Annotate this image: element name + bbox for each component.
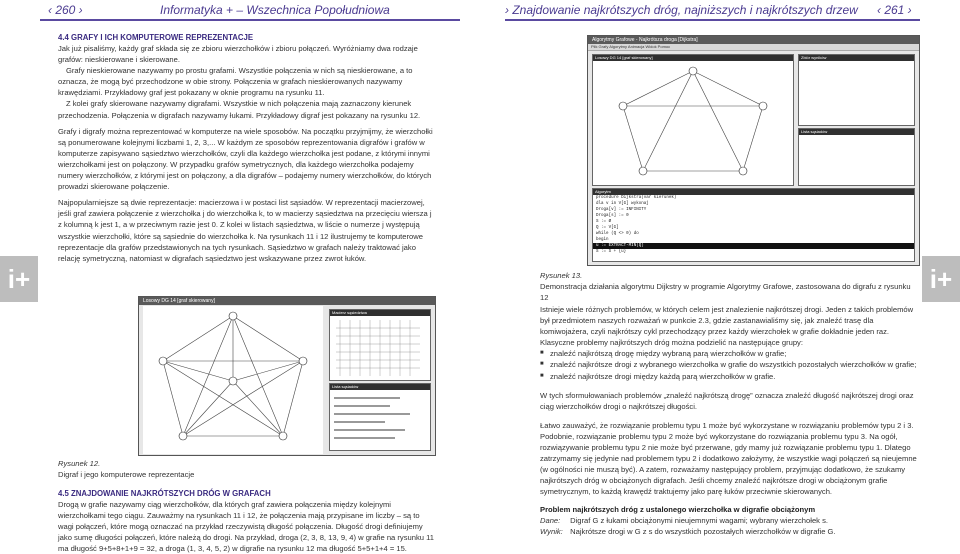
left-text-block	[58, 43, 434, 264]
algorithm-panel-title: Algorytm	[593, 189, 914, 195]
problem-list	[540, 348, 920, 381]
code-line: S := Ø	[596, 220, 612, 224]
code-line: Droga[v] := INFINITY	[596, 208, 647, 212]
header-rule-right	[505, 19, 920, 21]
paragraph: Grafy nieskierowane nazywamy po prostu grafami. Wszystkie połączenia w nich są nieskierowane, a to oznacza, że mogą być przechodzone w obie strony. Połączenia w grafach nieskierowanych nazywamy krawędziami. Przykładowy graf jest pokazany w oknie programu na rysunku 11.	[58, 66, 413, 98]
dijkstra-list-panel	[798, 128, 915, 186]
figure-12-label: Rysunek 12.	[58, 459, 101, 468]
matrix-grid	[330, 316, 428, 378]
figure-13-caption	[540, 270, 920, 303]
right-text-block	[540, 304, 920, 537]
dane-text: Digraf G z łukami obciążonymi nieujemnymi wagami; wybrany wierzchołek s.	[570, 515, 828, 525]
wynik-label: Wynik:	[540, 526, 563, 536]
code-line: begin	[596, 238, 609, 242]
section-heading-4-4: 4.4 GRAFY I ICH KOMPUTEROWE REPREZENTACJE	[58, 33, 254, 42]
figure-13-caption-text: Demonstracja działania algorytmu Dijkstry w programie Algorytmy Grafowe, zastosowana do digrafu z rysunku 12	[540, 282, 911, 302]
paragraph: Jak już pisaliśmy, każdy graf składa się ze zbioru wierzchołków i zbioru połączeń. Wyróżniamy dwa rodzaje grafów: nieskierowane i skierowane.	[58, 44, 418, 65]
code-line: Q := V[G]	[596, 226, 619, 230]
paragraph: W tych sformułowaniach problemów „znaleźć najkrótszą drogę” oznacza znaleźć długość najkrótszej drogi oraz ciąg wierzchołków drogi o najkrótszej długości.	[540, 390, 914, 411]
code-line-highlighted: u := EXTRACT-MIN(Q)	[593, 243, 914, 249]
adjacency-matrix-panel	[329, 309, 431, 381]
running-title-left: Informatyka + – Wszechnica Popołudniowa	[160, 3, 390, 17]
code-line: procedure Dijkstra(var kierunek)	[596, 196, 677, 200]
matrix-panel-title: Macierz sąsiedztwa	[330, 310, 430, 316]
graph-panel	[592, 54, 794, 186]
problem-result-row	[540, 526, 920, 537]
paragraph: Łatwo zauważyć, że rozwiązanie problemu typu 1 może być wykorzystane w rozwiązaniu problemów typu 2 i 3. Podobnie, rozwiązanie problemu typu 2 może być wykorzystane do rozwiązania problemu typu 3. Na ogół, rozwiązywanie problemu typu 2 nie może być przerwane, gdy mamy już rozwiązanie problemu typu 1. Dlatego zatrzymamy się jedynie nad problemem typu 2 i dodatkowo założymy, że wszystkie wagi połączeń są nieujemne (w ogólności nie muszą być). A zatem, rozważamy następujący problem, przyjmując dodatkowo, że szukamy najkrótszych dróg w obciążonych digrafach. Jeśli chcemy znaleźć najkrótsze drogi w obciążonym grafie symetrycznym, to każdą krawędź traktujemy jako parę łuków przeciwnie skierowanych.	[540, 420, 917, 497]
code-line: S := S + {u}	[596, 250, 627, 254]
header-rule-left	[40, 19, 460, 21]
list-item: ■ znaleźć najkrótsze drogi między każdą parą wierzchołków w grafie.	[540, 371, 920, 382]
dijkstra-graph-drawing	[593, 61, 791, 183]
list-item: ■ znaleźć najkrótszą drogę między wybraną parą wierzchołków w grafie;	[540, 348, 920, 359]
figure-12-caption-text: Digraf i jego komputerowe reprezentacje	[58, 470, 195, 479]
app-window-title: Algorytmy Grafowe - Najkrótsza droga [Dijkstra]	[588, 36, 919, 44]
code-line: while (Q <> 0) do	[596, 232, 639, 236]
wynik-text: Najkrótsze drogi w G z s do wszystkich pozostałych wierzchołków w digrafie G.	[570, 526, 836, 536]
figure-12-screenshot	[138, 296, 436, 456]
paragraph: Grafy i digrafy można reprezentować w komputerze na wiele sposobów. Na początku przyjmijmy, że wierzchołki są ponumerowane kolejnymi liczbami 1, 2, 3,... W każdym ze sposobów reprezentowania digrafów i grafów w komputerze zapisywano sąsiedztwo wierzchołków, czyli dla każdego wierzchołka jest podane, z którymi innymi wierzchołkami jest on połączony. W przypadku grafów symetrycznych, dla każdego wierzchołka podajemy numery wierzchołków, z którymi jest on połączony, a dla digrafów – podajemy numery wierzchołków, do których prowadzi skierowane połączenie.	[58, 126, 433, 192]
list-item: ■ znaleźć najkrótsze drogi z wybranego wierzchołka w grafie do wszystkich pozostałych wierzchołków w grafie;	[540, 359, 920, 370]
page-number-right: ‹ 261 ›	[877, 3, 912, 17]
paragraph: Najpopularniejsze są dwie reprezentacje: macierzowa i w postaci list sąsiadów. W reprezentacji macierzowej, jeśli graf zawiera połączenie z wierzchołka j do wierzchołka k, to w macierzy sąsiedztwa na przecięciu wiersza j z kolumną k jest 1, a w przeciwnym razie jest 0. Z kolei w listach sąsiedztwa, w liście o numerze j występują wszystkie wierzchołki, które są sąsiednie do wierzchołka k. Na rysunkach 11 i 12 ilustrujemy te komputerowe reprezentacje dla grafów przedstawionych na tych rysunkach. Sąsiedztwo w grafach należy traktować jako relację symetryczną, natomiast w digrafach sąsiedztwo jest wskazywane przez zwrot łuków.	[58, 198, 432, 263]
distance-panel-title: Zbiór wyników	[799, 55, 914, 61]
logo-tab-right: i+	[922, 256, 960, 302]
paragraph: Istnieje wiele różnych problemów, w których celem jest znalezienie najkrótszej drogi. Jeden z takich problemów był przedmiotem naszych rozważań w punkcie 2.3, gdzie zastanawialiśmy się, jak znaleźć trasę dla komiwojażera, czyli najkrótszy cykl przechodzący przez każdy wierzchołek w grafie dokładnie jeden raz. Klasyczne problemy najkrótszych dróg można podzielić na następujące grupy:	[540, 305, 914, 348]
code-line: Droga[s] := 0	[596, 214, 629, 218]
paragraph: Z kolei grafy skierowane nazywamy digrafami. Wszystkie w nich połączenia mają zaznaczony kierunek przechodzenia. Połączenia w digrafach nazywamy łukami. Przykładowy digraf jest pokazany na rysunku 12.	[58, 99, 421, 120]
algorithm-code-panel	[592, 188, 915, 262]
graph-panel-title: Losowy DG 14 [graf skierowany]	[593, 55, 793, 61]
neighbor-list-lines	[330, 390, 428, 448]
page-number-left: ‹ 260 ›	[48, 3, 83, 17]
app-menu-bar: Plik Grafy Algorytmy Animacja Widok Pomoc	[588, 44, 919, 51]
code-line: dla v in V[G] wykonaj	[596, 202, 649, 206]
figure-12-window-title: Losowy DG 14 [graf skierowany]	[139, 297, 435, 305]
figure-13-screenshot	[587, 35, 920, 266]
logo-tab-left: i+	[0, 256, 38, 302]
section-4-5-text: Drogą w grafie nazywamy ciąg wierzchołków, dla których graf zawiera połączenia między kolejnymi wierzchołkami tego ciągu. Zauważmy na rysunkach 11 i 12, że połączenia mają przypisane im liczby – są to wagi połączeń, które mogą oznaczać na przykład rzeczywistą długość połączenia. Długość drogi definiujemy jako sumę długości połączeń, które należą do drogi. Na przykład, droga (2, 3, 8, 13, 9, 4) w grafie na rysunku 11 ma długość 9+5+8+1+9 = 32, a droga (1, 3, 4, 5, 2) w digrafie na rysunku 12 ma długość 5+5+1+4 = 15.	[58, 500, 434, 554]
figure-12-caption	[58, 458, 218, 480]
running-title-right: › Znajdowanie najkrótszych dróg, najniższych i najkrótszych drzew	[505, 3, 858, 17]
problem-title: Problem najkrótszych dróg z ustalonego wierzchołka w digrafie obciążonym	[540, 504, 816, 514]
dijkstra-list-title: Lista sąsiadów	[799, 129, 914, 135]
figure-13-label: Rysunek 13.	[540, 271, 583, 280]
distance-table-panel	[798, 54, 915, 126]
problem-data-row	[540, 515, 920, 526]
section-heading-4-5: 4.5 ZNAJDOWANIE NAJKRÓTSZYCH DRÓG W GRAFACH	[58, 489, 271, 498]
neighbor-list-panel	[329, 383, 431, 451]
dane-label: Dane:	[540, 515, 561, 525]
list-panel-title: Lista sąsiadów	[330, 384, 430, 390]
digraph-drawing	[143, 306, 323, 454]
